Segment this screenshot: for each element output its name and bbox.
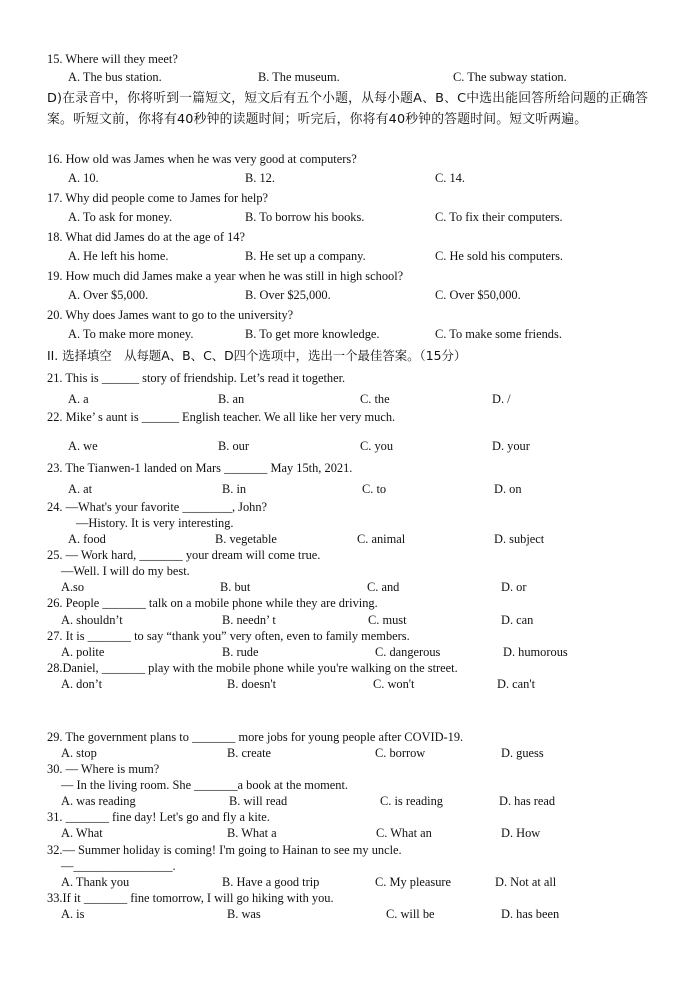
q25-option-d: D. or (501, 580, 527, 594)
q18-option-c: C. He sold his computers. (435, 249, 564, 263)
q31-option-d: D. How (501, 826, 541, 840)
q25-option-a: A.so (61, 580, 85, 594)
q31-option-a: A. What (61, 826, 103, 840)
q18-option-b: B. He set up a company. (245, 249, 366, 263)
q15-option-b: B. The museum. (258, 70, 340, 84)
q32-option-a: A. Thank you (61, 875, 130, 889)
q33-option-b: B. was (227, 907, 261, 921)
q17-option-a: A. To ask for money. (68, 210, 173, 224)
question-27: 27. It is _______ to say “thank you” very often, even to family members. (47, 629, 410, 643)
q28-option-a: A. don’t (61, 677, 103, 691)
question-15: 15. Where will they meet? (47, 52, 178, 66)
question-33: 33.If it _______ fine tomorrow, I will go hiking with you. (47, 891, 334, 905)
q20-option-c: C. To make some friends. (435, 327, 562, 341)
question-25-response: —Well. I will do my best. (61, 564, 190, 578)
q23-option-b: B. in (222, 482, 247, 496)
question-23: 23. The Tianwen-1 landed on Mars _______ May 15th, 2021. (47, 461, 353, 475)
q22-option-c: C. you (360, 439, 394, 453)
q16-option-c: C. 14. (435, 171, 465, 185)
question-30: 30. — Where is mum? (47, 762, 160, 776)
q17-option-b: B. To borrow his books. (245, 210, 365, 224)
question-32-response: —________________. (61, 859, 176, 873)
q26-option-a: A. shouldn’t (61, 613, 123, 627)
q29-option-a: A. stop (61, 746, 97, 760)
question-17: 17. Why did people come to James for help? (47, 191, 269, 205)
question-29: 29. The government plans to _______ more jobs for young people after COVID-19. (47, 730, 464, 744)
question-30-response: — In the living room. She _______a book at the moment. (61, 778, 349, 792)
q17-option-c: C. To fix their computers. (435, 210, 563, 224)
q15-option-c: C. The subway station. (453, 70, 567, 84)
section-d-instructions: D)在录音中，你将听到一篇短文，短文后有五个小题，从每小题A、B、C中选出能回答所给问题的正确答案。听短文前，你将有40秒钟的读题时间；听完后，你将有40秒钟的答题时间。短文听两遍。 (47, 91, 649, 127)
question-20: 20. Why does James want to go to the university? (47, 308, 294, 322)
q33-option-a: A. is (61, 907, 85, 921)
question-24: 24. —What's your favorite ________, John? (47, 500, 268, 514)
question-28: 28.Daniel, _______ play with the mobile phone while you're walking on the street. (47, 661, 458, 675)
q22-option-d: D. your (492, 439, 530, 453)
q18-option-a: A. He left his home. (68, 249, 169, 263)
question-18: 18. What did James do at the age of 14? (47, 230, 245, 244)
question-26: 26. People _______ talk on a mobile phone while they are driving. (47, 596, 378, 610)
q31-option-b: B. What a (227, 826, 277, 840)
q20-option-a: A. To make more money. (68, 327, 194, 341)
q21-option-d: D. / (492, 392, 511, 406)
q28-option-c: C. won't (373, 677, 415, 691)
q19-option-b: B. Over $25,000. (245, 288, 331, 302)
q33-option-c: C. will be (386, 907, 435, 921)
q26-option-d: D. can (501, 613, 534, 627)
q24-option-b: B. vegetable (215, 532, 277, 546)
q33-option-d: D. has been (501, 907, 560, 921)
q30-option-c: C. is reading (380, 794, 443, 808)
q27-option-c: C. dangerous (375, 645, 441, 659)
question-31: 31. _______ fine day! Let's go and fly a kite. (47, 810, 270, 824)
question-19: 19. How much did James make a year when he was still in high school? (47, 269, 404, 283)
q23-option-c: C. to (362, 482, 387, 496)
question-24-response: —History. It is very interesting. (76, 516, 234, 530)
q32-option-d: D. Not at all (495, 875, 557, 889)
q21-option-b: B. an (218, 392, 245, 406)
question-32: 32.— Summer holiday is coming! I'm going to Hainan to see my uncle. (47, 843, 402, 857)
q27-option-d: D. humorous (503, 645, 568, 659)
q23-option-d: D. on (494, 482, 522, 496)
q16-option-a: A. 10. (68, 171, 99, 185)
q32-option-c: C. My pleasure (375, 875, 452, 889)
q30-option-d: D. has read (499, 794, 556, 808)
q27-option-b: B. rude (222, 645, 259, 659)
q19-option-c: C. Over $50,000. (435, 288, 521, 302)
q20-option-b: B. To get more knowledge. (245, 327, 380, 341)
q21-option-a: A. a (68, 392, 89, 406)
q19-option-a: A. Over $5,000. (68, 288, 149, 302)
q16-option-b: B. 12. (245, 171, 275, 185)
q28-option-d: D. can't (497, 677, 536, 691)
q31-option-c: C. What an (376, 826, 432, 840)
q28-option-b: B. doesn't (227, 677, 277, 691)
q24-option-d: D. subject (494, 532, 545, 546)
q15-option-a: A. The bus station. (68, 70, 162, 84)
q26-option-b: B. needn’ t (222, 613, 276, 627)
q32-option-b: B. Have a good trip (222, 875, 320, 889)
q21-option-c: C. the (360, 392, 390, 406)
q22-option-a: A. we (68, 439, 98, 453)
question-21: 21. This is ______ story of friendship. Let’s read it together. (47, 371, 346, 385)
q30-option-a: A. was reading (61, 794, 136, 808)
q24-option-a: A. food (68, 532, 106, 546)
q29-option-c: C. borrow (375, 746, 426, 760)
q22-option-b: B. our (218, 439, 249, 453)
q26-option-c: C. must (368, 613, 407, 627)
q29-option-d: D. guess (501, 746, 544, 760)
q27-option-a: A. polite (61, 645, 105, 659)
q23-option-a: A. at (68, 482, 93, 496)
q24-option-c: C. animal (357, 532, 406, 546)
question-22: 22. Mike’ s aunt is ______ English teacher. We all like her very much. (47, 410, 396, 424)
question-16: 16. How old was James when he was very good at computers? (47, 152, 357, 166)
question-25: 25. — Work hard, _______ your dream will come true. (47, 548, 321, 562)
q29-option-b: B. create (227, 746, 272, 760)
q30-option-b: B. will read (229, 794, 288, 808)
q25-option-b: B. but (220, 580, 251, 594)
q25-option-c: C. and (367, 580, 400, 594)
section-ii-heading: II. 选择填空 从每题A、B、C、D四个选项中，选出一个最佳答案。（15分） (47, 348, 467, 363)
